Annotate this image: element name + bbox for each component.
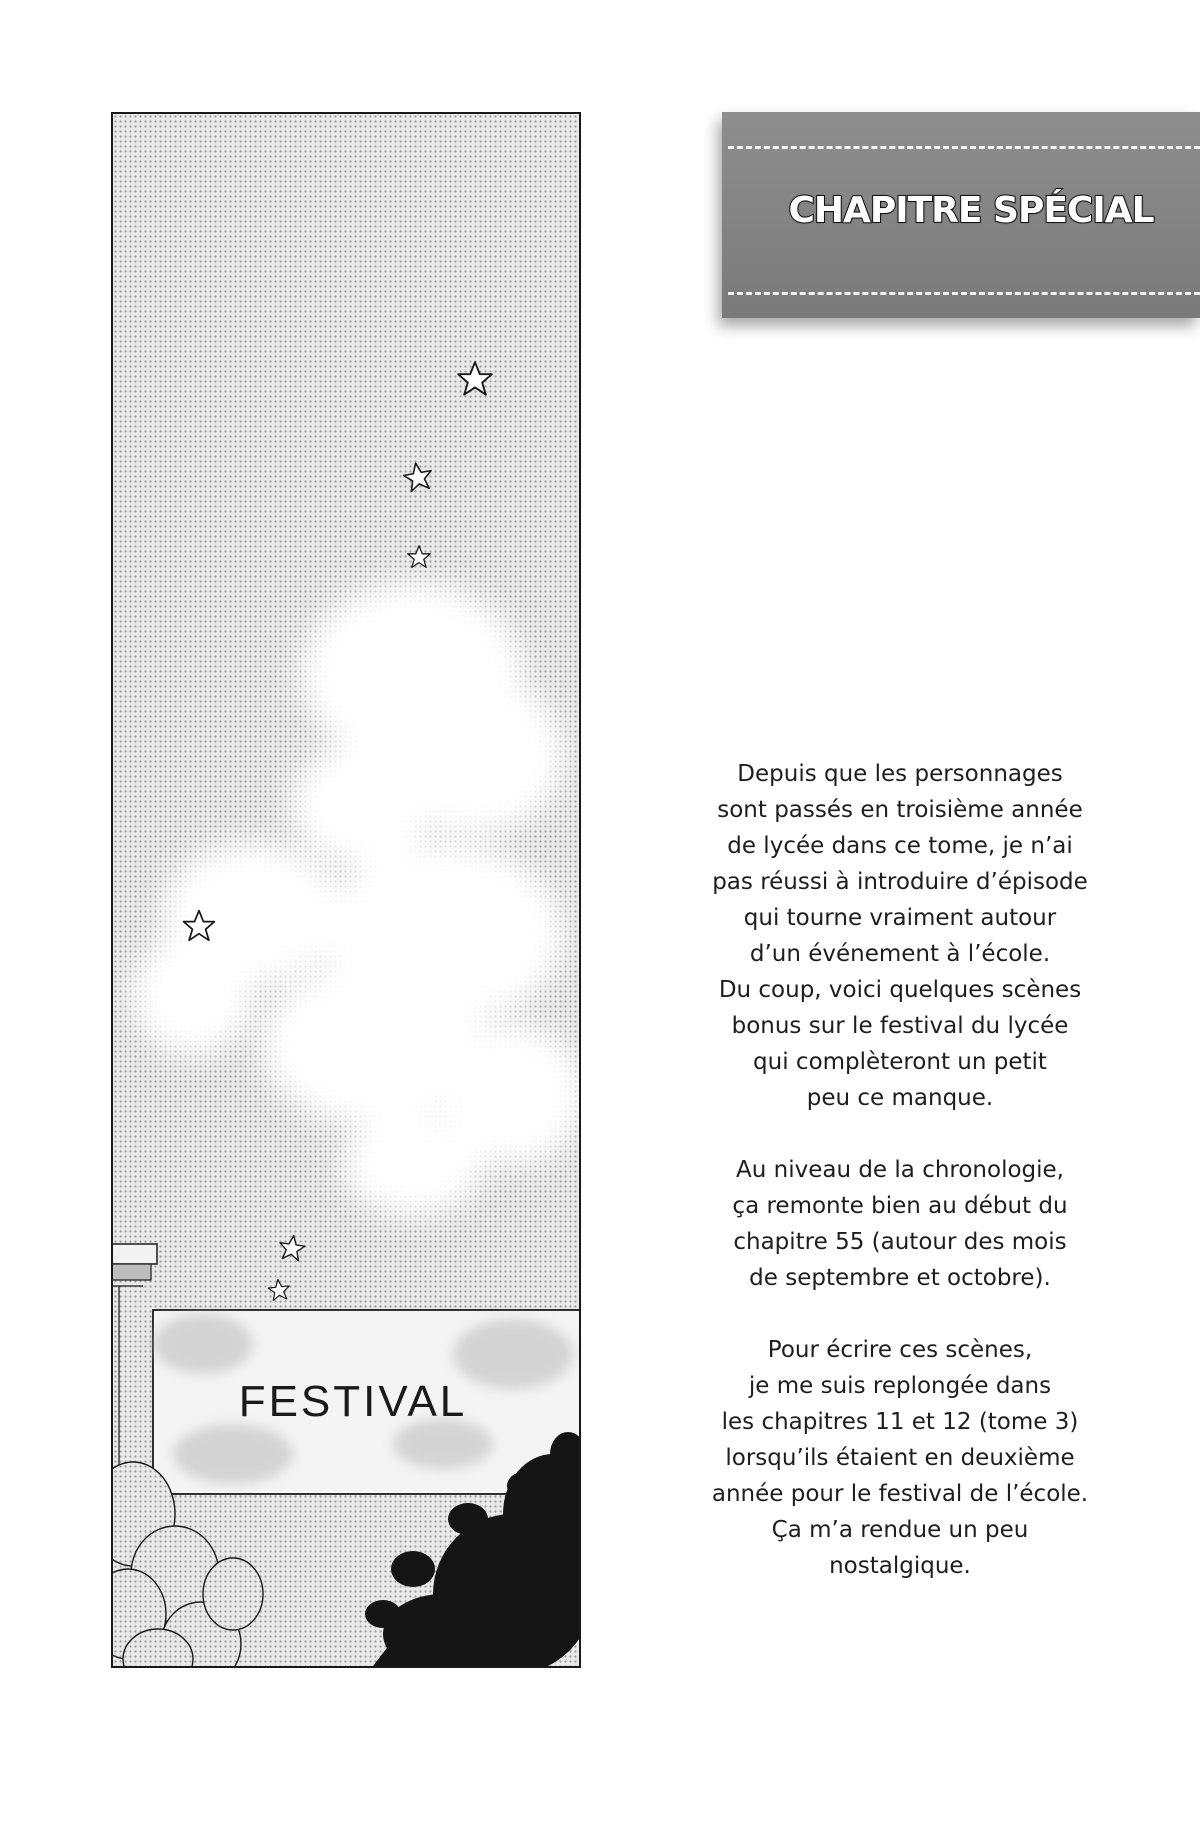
text-line: de lycée dans ce tome, je n’ai [727, 833, 1073, 859]
chapter-banner [722, 112, 1200, 318]
text-line: de septembre et octobre). [749, 1265, 1051, 1291]
text-line: nostalgique. [829, 1553, 971, 1579]
text-line: Depuis que les personnages [737, 761, 1063, 787]
text-line: qui tourne vraiment autour [743, 905, 1057, 931]
text-line: sont passés en troisième année [717, 797, 1083, 823]
text-line: je me suis replongée dans [748, 1373, 1052, 1399]
text-line: ça remonte bien au début du [732, 1193, 1068, 1219]
author-note [680, 756, 1120, 1620]
text-line: année pour le festival de l’école. [711, 1481, 1089, 1507]
festival-sign-text: FESTIVAL [238, 1377, 468, 1426]
text-line: chapitre 55 (autour des mois [733, 1229, 1067, 1255]
text-line: peu ce manque. [806, 1085, 994, 1111]
banner-stitch-top [728, 146, 1200, 149]
text-line: Du coup, voici quelques scènes [718, 977, 1082, 1003]
banner-stitch-bottom [728, 292, 1200, 295]
paragraph-2 [680, 1152, 1120, 1296]
festival-panel [111, 112, 581, 1668]
text-line: pas réussi à introduire d’épisode [712, 869, 1088, 895]
panel-illustration [113, 114, 579, 1666]
text-line: Au niveau de la chronologie, [736, 1157, 1064, 1183]
text-line: Pour écrire ces scènes, [767, 1337, 1033, 1363]
text-line: d’un événement à l’école. [749, 941, 1051, 967]
chapter-title: CHAPITRE SPÉCIAL [788, 190, 1154, 231]
paragraph-1 [680, 756, 1120, 1116]
text-line: qui complèteront un petit [753, 1049, 1047, 1075]
text-line: Ça m’a rendue un peu [771, 1517, 1029, 1543]
text-line: les chapitres 11 et 12 (tome 3) [721, 1409, 1079, 1435]
paragraph-3 [680, 1332, 1120, 1584]
text-line: lorsqu’ils étaient en deuxième [725, 1445, 1075, 1471]
text-line: bonus sur le festival du lycée [731, 1013, 1069, 1039]
